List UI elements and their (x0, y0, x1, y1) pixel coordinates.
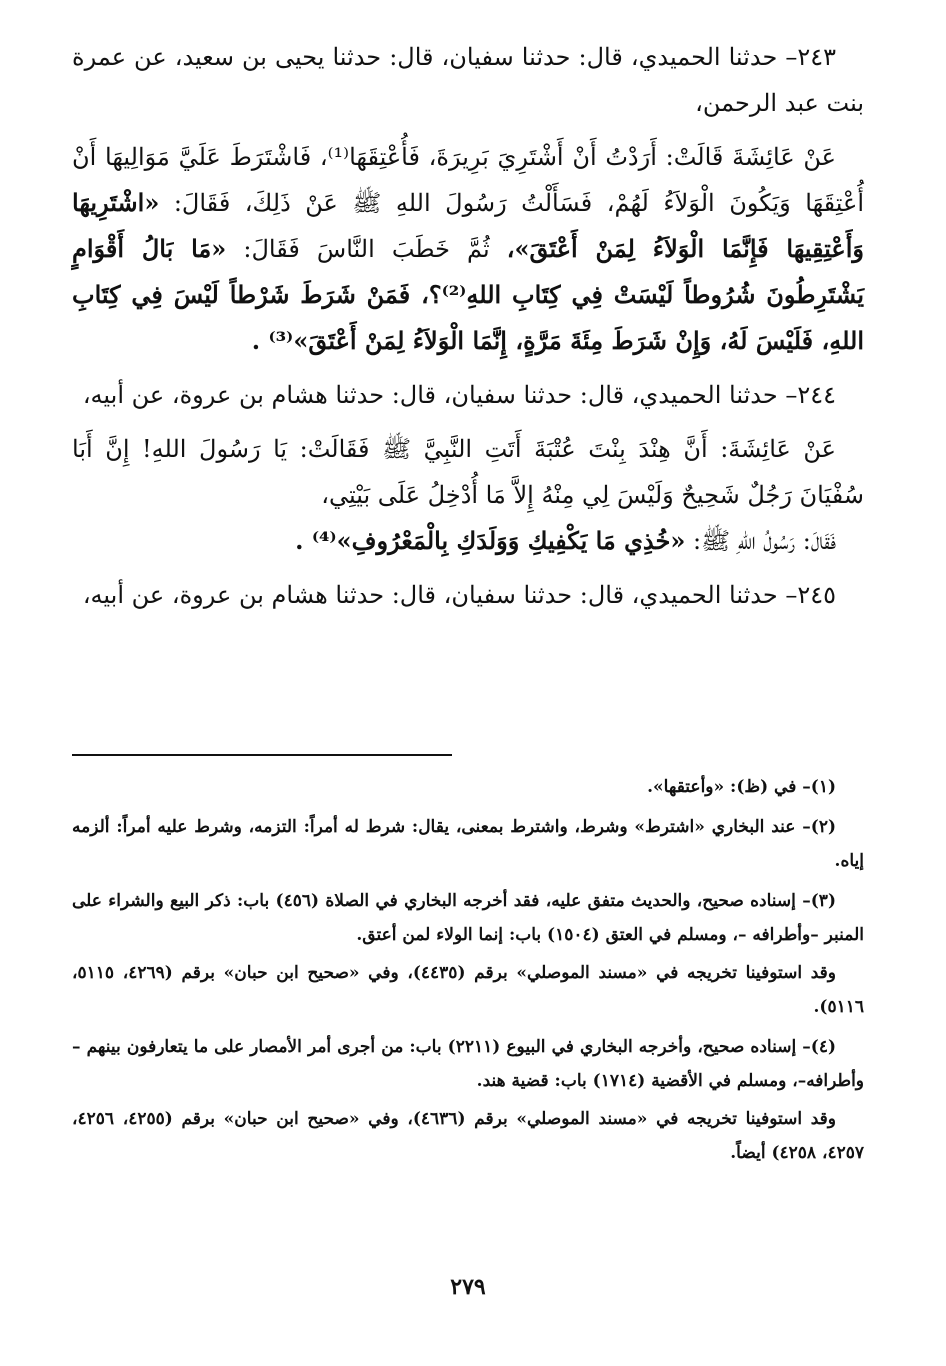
footnote-4-continued: وقد استوفينا تخريجه في «مسند الموصلي» برقم (٤٦٣٦)، وفي «صحيح ابن حبان» برقم (٤٢٥٥، ٤٢٥٦، ٤٢٥٧، ٤٢٥٨) أيضاً. (72, 1109, 864, 1163)
hadith-243-chain-text: ٢٤٣– حدثنا الحميدي، قال: حدثنا سفيان، قال: حدثنا يحيى بن سعيد، عن عمرة بنت عبد الرحمن، (72, 43, 864, 117)
footnote-4: (٤)– إسناده صحيح، وأخرجه البخاري في البيوع (٢٢١١) باب: من أجرى أمر الأمصار على ما يتعارفون بينهم –وأطرافه–، ومسلم في الأقضية (١٧١٤) باب: قضية هند. (72, 1037, 864, 1091)
hadith-244-quote: «خُذِي مَا يَكْفِيكِ وَوَلَدَكِ بِالْمَعْرُوفِ»⁽⁴⁾ . (295, 526, 686, 555)
hadith-244-chain-text: ٢٤٤– حدثنا الحميدي، قال: حدثنا سفيان، قال: حدثنا هشام بن عروة، عن أبيه، (82, 381, 836, 409)
footnotes (72, 770, 864, 1176)
hadith-245-chain-text: ٢٤٥– حدثنا الحميدي، قال: حدثنا سفيان، قال: حدثنا هشام بن عروة، عن أبيه، (82, 581, 836, 609)
footnote-2: (٢)– عند البخاري «اشترط» وشرط، واشترط بمعنى، يقال: شرط له أمراً: التزمه، وشرط عليه أمراً: ألزمه إياه. (72, 817, 864, 871)
hadith-244-reply-intro: فَقَالَ: رَسُولُ اللهِ ﷺ: (693, 527, 836, 555)
hadith-243-chain (72, 34, 864, 126)
main-text (72, 34, 864, 618)
hadith-244-narration: عَنْ عَائِشَةَ: أَنَّ هِنْدَ بِنْتَ عُتْبَةَ أَتَتِ النَّبِيَّ ﷺ فَقَالَتْ: يَا رَسُولَ اللهِ! إِنَّ أَبَا سُفْيَانَ رَجُلٌ شَحِيحٌ وَلَيْسَ لِي مِنْهُ إِلاَّ مَا أُدْخِلُ عَلَى بَيْتِي، (72, 435, 864, 509)
footnote-3-continued: وقد استوفينا تخريجه في «مسند الموصلي» برقم (٤٤٣٥)، وفي «صحيح ابن حبان» برقم (٤٢٦٩، ٥١١٥، ٥١١٦). (72, 963, 864, 1017)
hadith-243-quote-1: «اشْتَرِيهَا وَأَعْتِقِيهَا فَإِنَّمَا الْوَلاَءُ لِمَنْ أَعْتَقَ»، (72, 188, 864, 263)
hadith-245-chain (72, 572, 864, 618)
hadith-244-chain (72, 372, 864, 418)
hadith-243-text (72, 134, 864, 364)
hadith-244-reply (72, 518, 864, 564)
page-number: ٢٧٩ (450, 1274, 486, 1300)
book-page (72, 34, 864, 1366)
hadith-244-text (72, 426, 864, 518)
footnote-divider (72, 754, 452, 756)
hadith-243-narration: عَنْ عَائِشَةَ قَالَتْ: أَرَدْتُ أَنْ أَشْتَرِيَ بَرِيرَةَ، فَأُعْتِقَهَا⁽¹⁾، فَاشْتَرَطَ عَلَيَّ مَوَالِيهَا أَنْ أُعْتِقَهَا وَيَكُونَ الْوَلاَءُ لَهُمْ، فَسَأَلْتُ رَسُولَ اللهِ ﷺ عَنْ ذَلِكَ، فَقَالَ: (72, 143, 864, 217)
hadith-243-quote-2: «مَا بَالُ أَقْوَامٍ يَشْتَرِطُونَ شُرُوطاً لَيْسَتْ فِي كِتَابِ اللهِ⁽²⁾؟، فَمَنْ شَرَطَ شَرْطاً لَيْسَ فِي كِتَابِ اللهِ، فَلَيْسَ لَهُ، وَإِنْ شَرَطَ مِئَةَ مَرَّةٍ، إِنَّمَا الْوَلاَءُ لِمَنْ أَعْتَقَ»⁽³⁾ . (72, 234, 864, 355)
footnote-1: (١)– في (ظ): «وأعتقها». (647, 777, 836, 797)
hadith-243-middle: ثُمَّ خَطَبَ النَّاسَ فَقَالَ: (243, 235, 490, 263)
footnote-3: (٣)– إسناده صحيح، والحديث متفق عليه، فقد أخرجه البخاري في الصلاة (٤٥٦) باب: ذكر البيع والشراء على المنبر –وأطرافه –، ومسلم في العتق (١٥٠٤) باب: إنما الولاء لمن أعتق. (72, 891, 864, 945)
